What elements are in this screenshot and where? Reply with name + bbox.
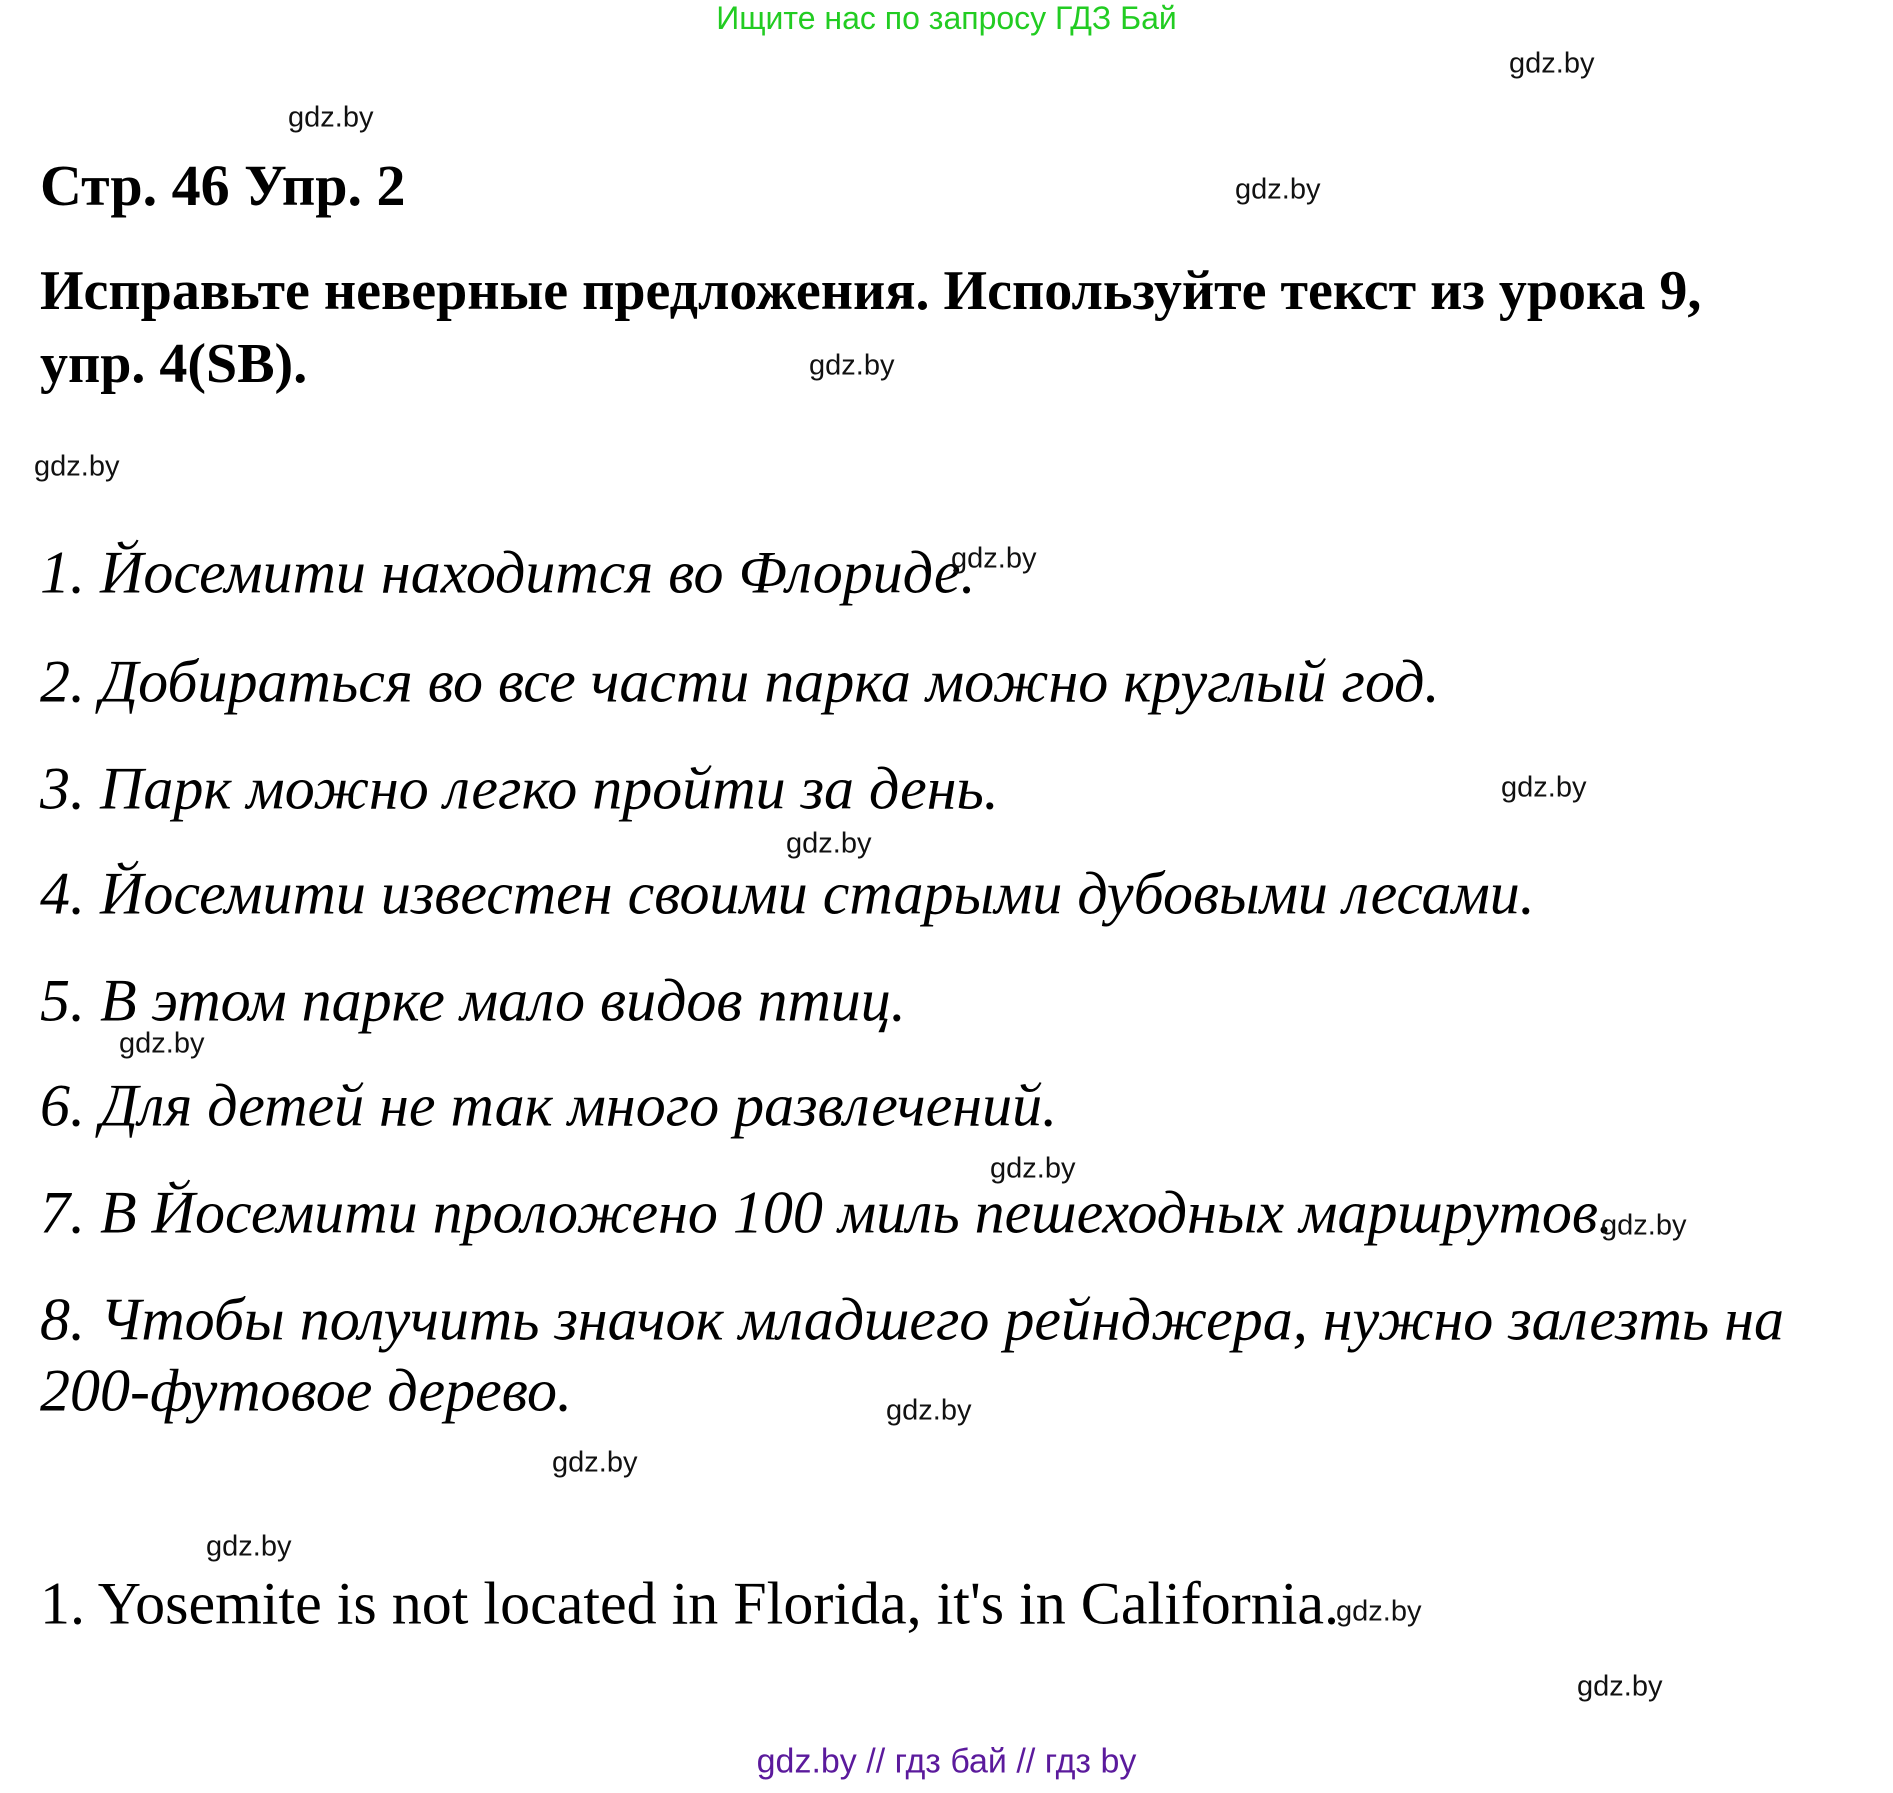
watermark: gdz.by <box>552 1446 638 1479</box>
watermark: gdz.by <box>119 1027 205 1060</box>
exercise-item-7: 7. В Йосемити проложено 100 миль пешеходных маршрутов. <box>40 1179 1613 1246</box>
instruction-line-2: упр. 4(SB). <box>40 333 308 395</box>
watermark: gdz.by <box>786 827 872 860</box>
exercise-item-1: 1. Йосемити находится во Флориде. <box>40 539 976 606</box>
exercise-item-8: 8. Чтобы получить значок младшего рейнджера, нужно залезть на <box>40 1286 1784 1353</box>
watermark: gdz.by <box>809 349 895 382</box>
watermark: gdz.by <box>34 450 120 483</box>
exercise-item-5: 5. В этом парке мало видов птиц. <box>40 967 906 1034</box>
footer-links[interactable]: gdz.by // гдз бай // гдз by <box>756 1742 1137 1781</box>
promo-banner[interactable]: Ищите нас по запросу ГДЗ Бай <box>716 0 1177 36</box>
watermark: gdz.by <box>288 101 374 134</box>
watermark: gdz.by <box>1601 1209 1687 1242</box>
exercise-item-2: 2. Добираться во все части парка можно круглый год. <box>40 648 1440 715</box>
watermark: gdz.by <box>206 1530 292 1563</box>
watermark: gdz.by <box>1509 47 1595 80</box>
watermark: gdz.by <box>1501 771 1587 804</box>
watermark: gdz.by <box>886 1394 972 1427</box>
answer-1: 1. Yosemite is not located in Florida, it's in California. <box>40 1570 1340 1637</box>
page-title: Стр. 46 Упр. 2 <box>40 153 406 218</box>
exercise-item-4: 4. Йосемити известен своими старыми дубовыми лесами. <box>40 860 1535 927</box>
watermark: gdz.by <box>951 542 1037 575</box>
exercise-item-6: 6. Для детей не так много развлечений. <box>40 1072 1058 1139</box>
watermark: gdz.by <box>1235 173 1321 206</box>
watermark: gdz.by <box>990 1152 1076 1185</box>
instruction-line-1: Исправьте неверные предложения. Используйте текст из урока 9, <box>40 260 1702 322</box>
exercise-item-8-cont: 200-футовое дерево. <box>40 1357 573 1424</box>
watermark: gdz.by <box>1336 1595 1422 1628</box>
exercise-item-3: 3. Парк можно легко пройти за день. <box>40 755 999 822</box>
watermark: gdz.by <box>1577 1670 1663 1703</box>
